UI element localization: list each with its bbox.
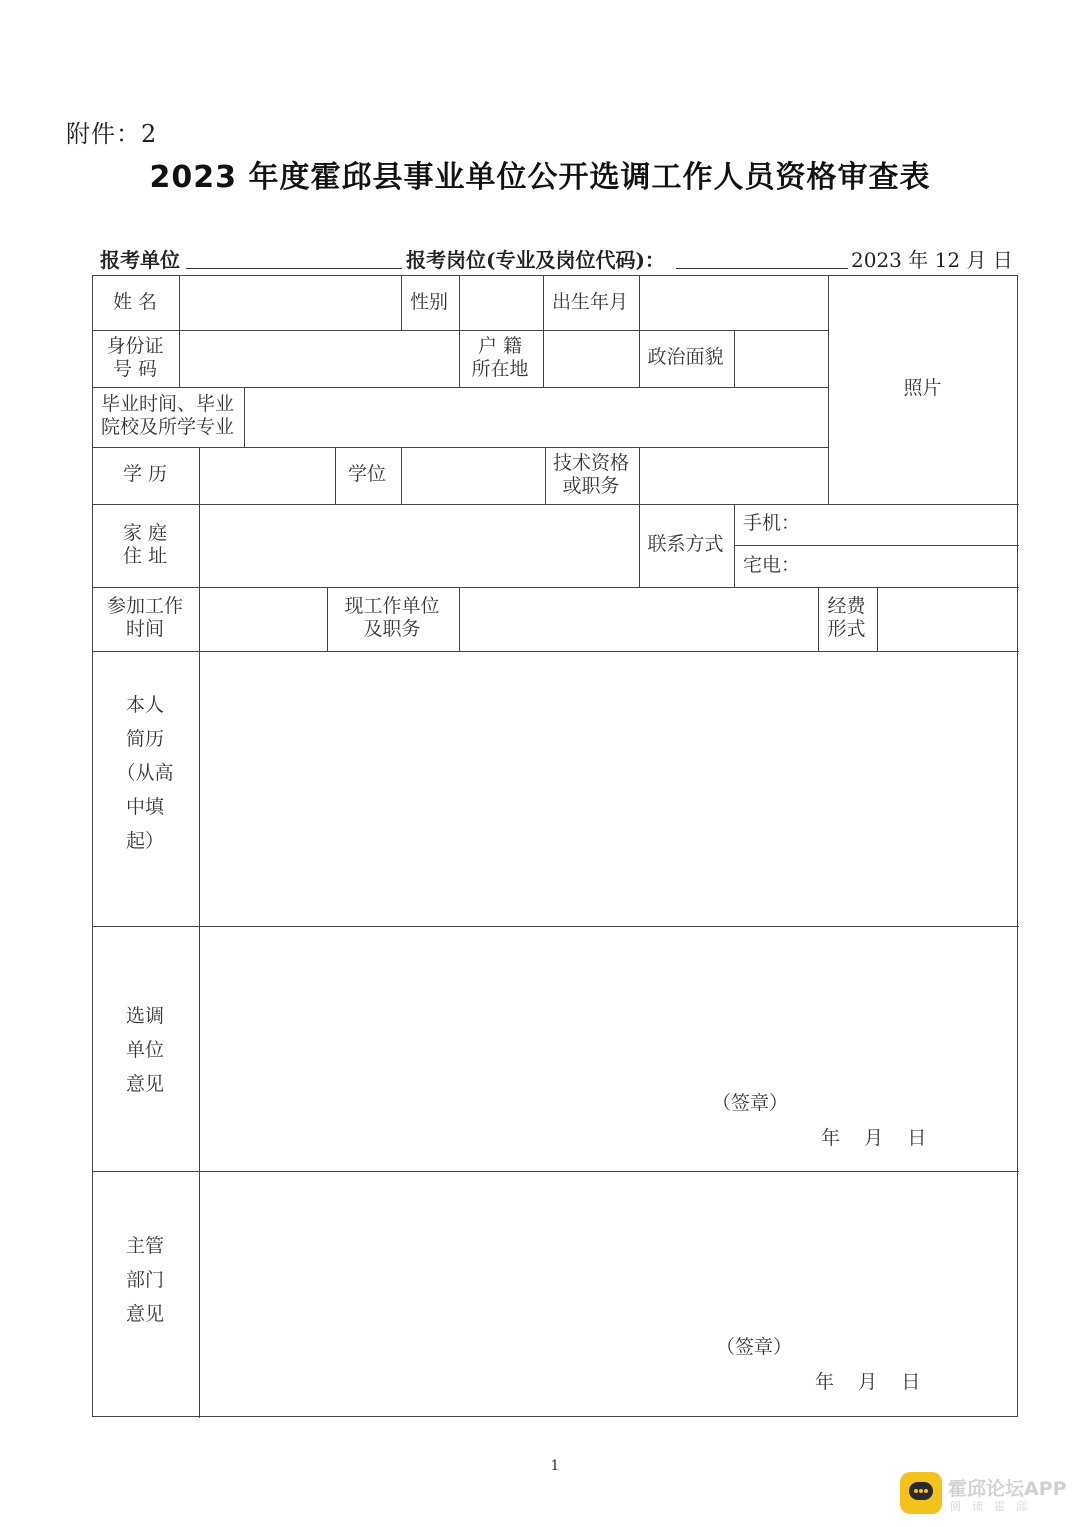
transfer-seal-label: （签章） [712, 1092, 789, 1114]
household-label: 户 籍 所在地 [471, 334, 529, 380]
current-job-label: 现工作单位 及职务 [344, 595, 440, 640]
photo-box: 照片 [903, 377, 942, 399]
resume-field[interactable] [198, 650, 1018, 925]
post-label: 报考岗位(专业及岗位代码)： [406, 248, 665, 272]
dept-opinion-label: 主管 部门 意见 [125, 1235, 164, 1325]
graduation-label: 毕业时间、毕业 院校及所学专业 [100, 393, 234, 438]
address-field[interactable] [198, 503, 638, 586]
unit-underline [186, 268, 402, 269]
birth-field[interactable] [638, 275, 827, 329]
graduation-field[interactable] [243, 386, 827, 446]
form-title: 2023 年度霍邱县事业单位公开选调工作人员资格审查表 [149, 160, 931, 195]
dept-date-blank: 年 月 日 [815, 1371, 921, 1393]
unit-label: 报考单位 [100, 248, 180, 272]
degree-field[interactable] [400, 446, 544, 503]
degree-label: 学位 [347, 463, 386, 485]
work-start-label: 参加工作 时间 [106, 595, 183, 640]
political-field[interactable] [733, 329, 827, 386]
transfer-date-blank: 年 月 日 [821, 1127, 927, 1149]
dept-seal-label: （签章） [716, 1336, 793, 1358]
id-number-field[interactable] [178, 329, 458, 386]
date-text: 2023 年 12 月 日 [851, 248, 1013, 272]
attachment-label: 附件：2 [66, 120, 158, 148]
tech-title-label: 技术资格 或职务 [552, 451, 629, 497]
resume-label: 本人 简历 （从高 中填 起） [116, 694, 174, 852]
birth-label: 出生年月 [551, 290, 628, 313]
funding-label: 经费 形式 [827, 595, 866, 640]
address-label: 家 庭 住 址 [122, 521, 168, 567]
current-job-field[interactable] [458, 586, 817, 650]
home-phone-field[interactable]: 宅电： [743, 553, 801, 576]
education-label: 学 历 [122, 463, 168, 485]
gender-field[interactable] [458, 275, 542, 329]
political-label: 政治面貌 [647, 346, 724, 368]
transfer-opinion-label: 选调 单位 意见 [125, 1005, 164, 1095]
tech-title-field[interactable] [638, 446, 827, 503]
name-field[interactable] [178, 275, 400, 329]
household-field[interactable] [542, 329, 638, 386]
watermark-brand: 霍邱论坛APP [948, 1478, 1067, 1500]
id-number-label: 身份证 号 码 [106, 334, 164, 380]
contact-label: 联系方式 [647, 533, 724, 555]
education-field[interactable] [198, 446, 334, 503]
mobile-field[interactable]: 手机： [743, 512, 801, 534]
watermark-slogan: 阅读霍邱 [950, 1500, 1038, 1513]
app-logo-icon [900, 1472, 942, 1514]
page-number: 1 [550, 1458, 560, 1474]
funding-field[interactable] [876, 586, 1018, 650]
name-label: 姓 名 [112, 290, 158, 313]
gender-label: 性别 [409, 290, 448, 313]
post-underline [676, 268, 848, 269]
work-start-field[interactable] [198, 586, 326, 650]
